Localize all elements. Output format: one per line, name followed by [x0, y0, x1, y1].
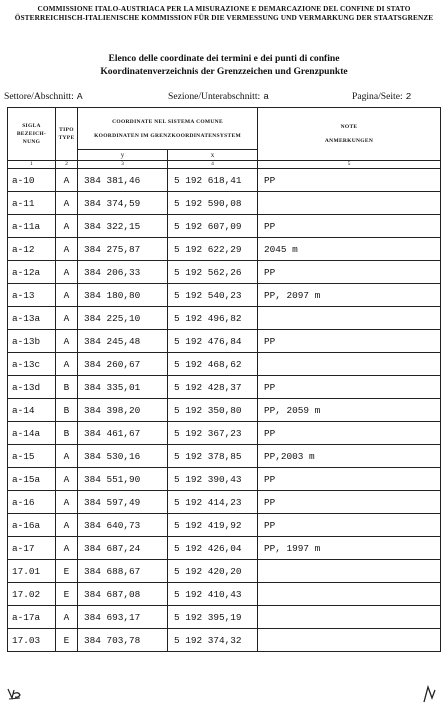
x-coordinate-cell: 5 192 426,04: [168, 537, 258, 560]
x-coordinate-cell: 5 192 428,37: [168, 376, 258, 399]
y-coordinate-cell: 384 335,01: [78, 376, 168, 399]
tipo-cell: B: [56, 399, 78, 422]
note-cell: PP: [258, 330, 441, 353]
x-coordinate-cell: 5 192 622,29: [168, 238, 258, 261]
table-row: [8, 399, 441, 422]
sigla-cell: 17.02: [8, 583, 56, 606]
initials-mark-right: [420, 684, 438, 704]
tipo-cell: A: [56, 215, 78, 238]
document-title-de: Koordinatenverzeichnis der Grenzzeichen und Grenzpunkte: [100, 66, 348, 77]
x-coordinate-cell: 5 192 420,20: [168, 560, 258, 583]
y-coordinate-cell: 384 597,49: [78, 491, 168, 514]
column-number-1: 1: [8, 161, 56, 169]
table-row: [8, 376, 441, 399]
note-header-de: ANMERKUNGEN: [324, 138, 374, 144]
commission-header-de: ÖSTERREICHISCH-ITALIENISCHE KOMMISSION FÜR DIE VERMESSUNG UND VERMARKUNG DER STAATSGRENZE: [14, 13, 434, 22]
sigla-cell: a-11a: [8, 215, 56, 238]
table-row: [8, 445, 441, 468]
commission-header-it: COMMISSIONE ITALO-AUSTRIACA PER LA MISURAZIONE E DEMARCAZIONE DEL CONFINE DI STATO: [37, 4, 411, 13]
sigla-cell: a-12a: [8, 261, 56, 284]
table-row: [8, 468, 441, 491]
y-coordinate-cell: 384 687,08: [78, 583, 168, 606]
note-header-it: NOTE: [340, 124, 358, 130]
sigla-cell: a-13d: [8, 376, 56, 399]
y-coordinate-cell: 384 180,80: [78, 284, 168, 307]
table-row: [8, 192, 441, 215]
y-coordinate-cell: 384 551,90: [78, 468, 168, 491]
sigla-cell: a-17: [8, 537, 56, 560]
x-coordinate-cell: 5 192 410,43: [168, 583, 258, 606]
tipo-cell: E: [56, 560, 78, 583]
y-coordinate-cell: 384 245,48: [78, 330, 168, 353]
note-cell: PP, 2059 m: [258, 399, 441, 422]
x-coordinate-cell: 5 192 590,08: [168, 192, 258, 215]
x-coordinate-cell: 5 192 414,23: [168, 491, 258, 514]
settore-label: Settore/Abschnitt:: [4, 91, 74, 102]
y-coordinate-cell: 384 640,73: [78, 514, 168, 537]
pagina-label: Pagina/Seite:: [352, 91, 403, 102]
sezione-field: [168, 91, 269, 102]
y-coordinate-cell: 384 260,67: [78, 353, 168, 376]
table-row: [8, 514, 441, 537]
note-cell: PP: [258, 468, 441, 491]
tipo-cell: A: [56, 238, 78, 261]
table-row: [8, 353, 441, 376]
table-row: [8, 583, 441, 606]
table-row: [8, 238, 441, 261]
y-coordinate-cell: 384 530,16: [78, 445, 168, 468]
tipo-cell: A: [56, 261, 78, 284]
column-header-x: x: [168, 150, 258, 161]
y-coordinate-cell: 384 703,78: [78, 629, 168, 652]
tipo-cell: A: [56, 468, 78, 491]
sigla-cell: a-14a: [8, 422, 56, 445]
coordinates-header-de: KOORDINATEN IM GRENZKOORDINATENSYSTEM: [94, 132, 241, 139]
settore-value: A: [76, 91, 83, 102]
tipo-cell: E: [56, 629, 78, 652]
sigla-cell: 17.01: [8, 560, 56, 583]
note-cell: 2045 m: [258, 238, 441, 261]
pagina-value: 2: [405, 91, 412, 102]
tipo-cell: A: [56, 514, 78, 537]
x-coordinate-cell: 5 192 367,23: [168, 422, 258, 445]
x-coordinate-cell: 5 192 476,84: [168, 330, 258, 353]
sigla-cell: a-16: [8, 491, 56, 514]
column-number-4: 4: [168, 161, 258, 169]
tipo-cell: A: [56, 353, 78, 376]
coordinates-table: [7, 107, 441, 652]
note-cell: PP: [258, 422, 441, 445]
x-coordinate-cell: 5 192 378,85: [168, 445, 258, 468]
table-row: [8, 261, 441, 284]
pagina-field: [352, 91, 411, 102]
tipo-cell: A: [56, 445, 78, 468]
x-coordinate-cell: 5 192 540,23: [168, 284, 258, 307]
note-cell: [258, 192, 441, 215]
tipo-cell: B: [56, 422, 78, 445]
y-coordinate-cell: 384 275,87: [78, 238, 168, 261]
coordinates-table-body: [8, 169, 441, 652]
tipo-cell: A: [56, 307, 78, 330]
sigla-cell: a-12: [8, 238, 56, 261]
note-cell: [258, 307, 441, 330]
tipo-cell: A: [56, 169, 78, 192]
sigla-cell: 17.03: [8, 629, 56, 652]
note-cell: [258, 583, 441, 606]
y-coordinate-cell: 384 687,24: [78, 537, 168, 560]
tipo-cell: A: [56, 491, 78, 514]
note-cell: PP: [258, 215, 441, 238]
sigla-cell: a-14: [8, 399, 56, 422]
sigla-cell: a-10: [8, 169, 56, 192]
y-coordinate-cell: 384 374,59: [78, 192, 168, 215]
x-coordinate-cell: 5 192 468,62: [168, 353, 258, 376]
y-coordinate-cell: 384 206,33: [78, 261, 168, 284]
table-row: [8, 169, 441, 192]
sezione-label: Sezione/Unterabschnitt:: [168, 91, 261, 102]
note-cell: PP,2003 m: [258, 445, 441, 468]
initials-mark-left: [6, 686, 22, 700]
tipo-cell: A: [56, 606, 78, 629]
table-row: [8, 307, 441, 330]
x-coordinate-cell: 5 192 607,09: [168, 215, 258, 238]
note-cell: PP: [258, 376, 441, 399]
tipo-cell: A: [56, 537, 78, 560]
tipo-cell: B: [56, 376, 78, 399]
note-cell: [258, 353, 441, 376]
y-coordinate-cell: 384 461,67: [78, 422, 168, 445]
note-cell: [258, 606, 441, 629]
table-row: [8, 537, 441, 560]
note-cell: PP, 2097 m: [258, 284, 441, 307]
document-title-it: Elenco delle coordinate dei termini e dei punti di confine: [108, 53, 340, 64]
column-number-3: 3: [78, 161, 168, 169]
y-coordinate-cell: 384 322,15: [78, 215, 168, 238]
tipo-cell: A: [56, 192, 78, 215]
tipo-cell: A: [56, 284, 78, 307]
table-row: [8, 284, 441, 307]
table-row: [8, 330, 441, 353]
column-number-5: 5: [258, 161, 441, 169]
note-cell: [258, 629, 441, 652]
column-header-y: y: [78, 150, 168, 161]
note-cell: PP: [258, 491, 441, 514]
y-coordinate-cell: 384 381,46: [78, 169, 168, 192]
sigla-cell: a-13c: [8, 353, 56, 376]
table-row: [8, 629, 441, 652]
sigla-cell: a-13a: [8, 307, 56, 330]
column-header-sigla: SIGLA BEZEICH-NUNG: [8, 108, 56, 161]
table-row: [8, 215, 441, 238]
sezione-value: a: [263, 91, 269, 102]
y-coordinate-cell: 384 688,67: [78, 560, 168, 583]
sigla-cell: a-15: [8, 445, 56, 468]
y-coordinate-cell: 384 398,20: [78, 399, 168, 422]
x-coordinate-cell: 5 192 496,82: [168, 307, 258, 330]
column-header-tipo: TIPO TYPE: [56, 108, 78, 161]
x-coordinate-cell: 5 192 419,92: [168, 514, 258, 537]
column-number-2: 2: [56, 161, 78, 169]
table-row: [8, 560, 441, 583]
sigla-cell: a-11: [8, 192, 56, 215]
note-cell: [258, 560, 441, 583]
x-coordinate-cell: 5 192 374,32: [168, 629, 258, 652]
tipo-cell: A: [56, 330, 78, 353]
sigla-cell: a-15a: [8, 468, 56, 491]
x-coordinate-cell: 5 192 350,80: [168, 399, 258, 422]
note-cell: PP, 1997 m: [258, 537, 441, 560]
column-header-coordinates: [78, 108, 258, 150]
sigla-cell: a-16a: [8, 514, 56, 537]
x-coordinate-cell: 5 192 618,41: [168, 169, 258, 192]
coordinates-header-it: COORDINATE NEL SISTEMA COMUNE: [112, 118, 223, 125]
x-coordinate-cell: 5 192 395,19: [168, 606, 258, 629]
note-cell: PP: [258, 514, 441, 537]
table-row: [8, 606, 441, 629]
note-cell: PP: [258, 169, 441, 192]
y-coordinate-cell: 384 225,10: [78, 307, 168, 330]
y-coordinate-cell: 384 693,17: [78, 606, 168, 629]
tipo-cell: E: [56, 583, 78, 606]
settore-field: [4, 91, 83, 102]
table-row: [8, 491, 441, 514]
table-row: [8, 422, 441, 445]
sigla-cell: a-17a: [8, 606, 56, 629]
x-coordinate-cell: 5 192 562,26: [168, 261, 258, 284]
note-cell: PP: [258, 261, 441, 284]
column-header-note: [258, 108, 441, 161]
sigla-cell: a-13: [8, 284, 56, 307]
x-coordinate-cell: 5 192 390,43: [168, 468, 258, 491]
sigla-cell: a-13b: [8, 330, 56, 353]
